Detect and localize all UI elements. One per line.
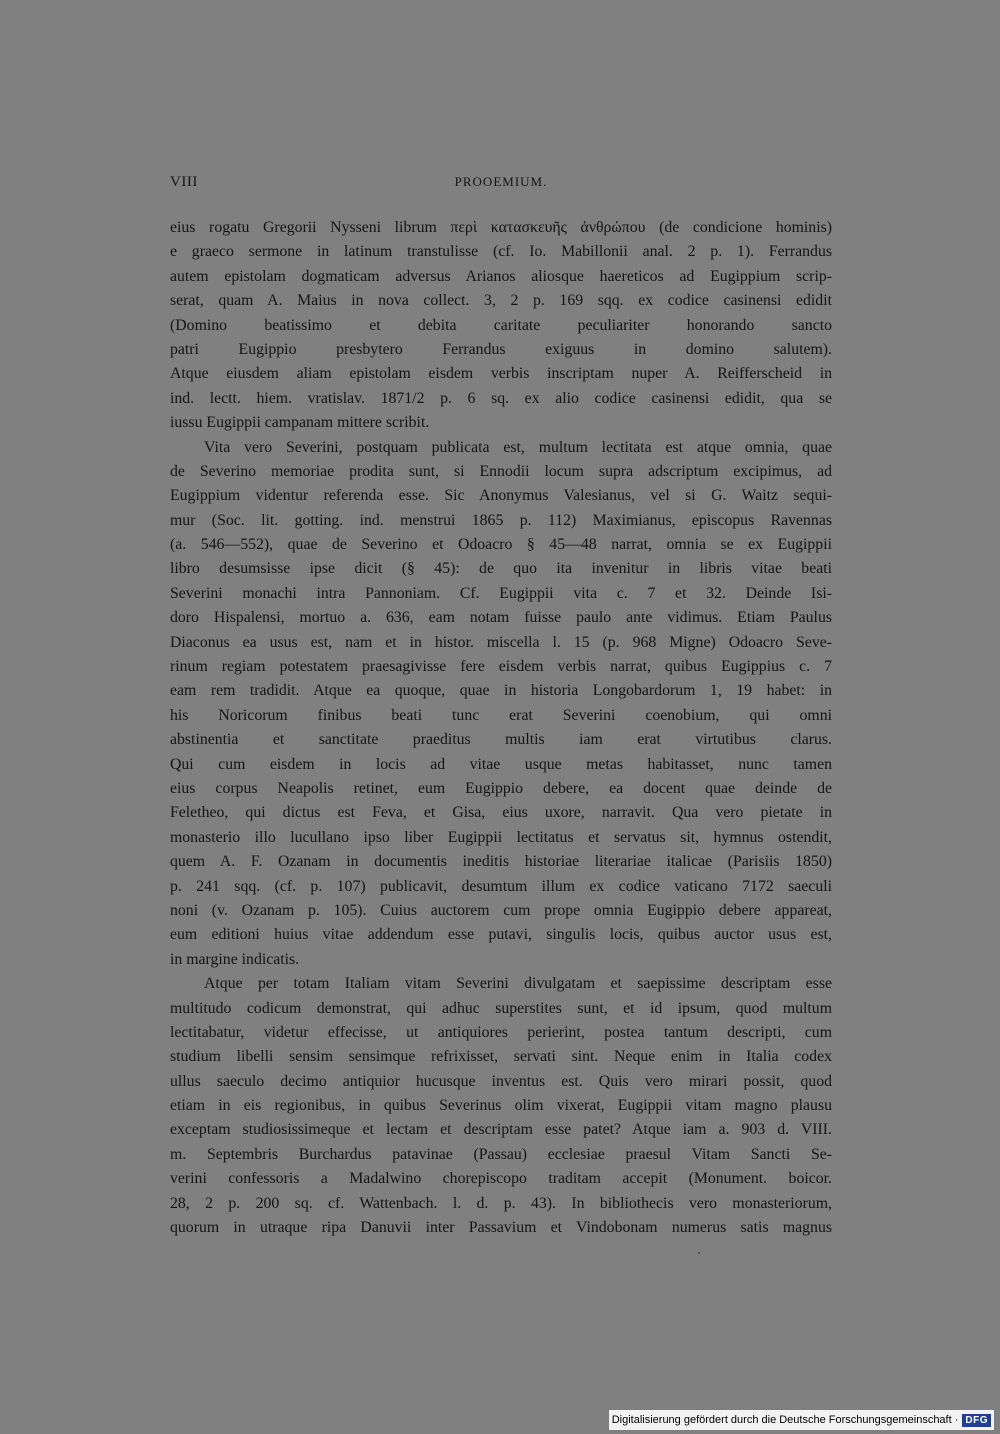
text-line: eam rem tradidit. Atque ea quoque, quae in historia Longobardorum 1, 19 habet: in bbox=[170, 682, 832, 700]
text-line: Atque eiusdem aliam epistolam eisdem verbis inscriptam nuper A. Reifferscheid in bbox=[170, 365, 832, 383]
text-line: etiam in eis regionibus, in quibus Severinus olim vixerat, Eugippii vitam magno plausu bbox=[170, 1097, 832, 1115]
text-line: abstinentia et sanctitate praeditus multis iam erat virtutibus clarus. bbox=[170, 731, 832, 749]
text-line: studium libelli sensim sensimque refrixisset, servati sint. Neque enim in Italia codex bbox=[170, 1048, 832, 1066]
text-line: patri Eugippio presbytero Ferrandus exiguus in domino salutem). bbox=[170, 340, 832, 358]
dfg-logo: DFG bbox=[962, 1414, 991, 1427]
footer-credit bbox=[609, 1410, 994, 1430]
body-text bbox=[170, 216, 832, 1240]
text-line: ullus saeculo decimo antiquior hucusque inventus est. Quis vero mirari possit, quod bbox=[170, 1072, 832, 1090]
text-line: mur (Soc. lit. gotting. ind. menstrui 1865 p. 112) Maximianus, episcopus Ravennas bbox=[170, 511, 832, 529]
text-line: verini confessoris a Madalwino chorepiscopo traditam accepit (Monument. boicor. bbox=[170, 1170, 832, 1188]
text-line: in margine indicatis. bbox=[170, 950, 300, 968]
text-line: doro Hispalensi, mortuo a. 636, eam notam fuisse paulo ante vidimus. Etiam Paulus bbox=[170, 609, 832, 627]
text-line: Feletheo, qui dictus est Feva, et Gisa, eius uxore, narravit. Qua vero pietate in bbox=[170, 804, 832, 822]
text-line: monasterio illo lucullano ipso liber Eugippii lectitatus et servatus sit, hymnus ostendit, bbox=[170, 828, 832, 846]
text-line: exceptam studiosissimeque et lectam et descriptam esse patet? Atque iam a. 903 d. VIII. bbox=[170, 1121, 832, 1139]
text-line: Eugippium videntur referenda esse. Sic Anonymus Valesianus, vel si G. Waitz sequi- bbox=[170, 487, 832, 505]
text-line: serat, quam A. Maius in nova collect. 3, 2 p. 169 sqq. ex codice casinensi edidit bbox=[170, 292, 832, 310]
text-line: (a. 546—552), quae de Severino et Odoacro § 45—48 narrat, omnia se ex Eugippii bbox=[170, 536, 832, 554]
text-line: lectitabatur, videtur effecisse, ut antiquiores perierint, postea tantum descripti, cum bbox=[170, 1023, 832, 1041]
text-line: (Domino beatissimo et debita caritate peculiariter honorando sancto bbox=[170, 316, 832, 334]
scan-speck bbox=[698, 1252, 700, 1254]
text-line: libro desumsisse ipse dicit (§ 45): de quo ita invenitur in libris vitae beati bbox=[170, 560, 832, 578]
text-line: his Noricorum finibus beati tunc erat Severini coenobium, qui omni bbox=[170, 706, 832, 724]
text-line: Qui cum eisdem in locis ad vitae usque metas habitasset, nunc tamen bbox=[170, 755, 832, 773]
text-line: iussu Eugippii campanam mittere scribit. bbox=[170, 414, 430, 432]
text-line: m. Septembris Burchardus patavinae (Passau) ecclesiae praesul Vitam Sancti Se- bbox=[170, 1145, 832, 1163]
text-line: de Severino memoriae prodita sunt, si Ennodii locum supra adscriptum excipimus, ad bbox=[170, 462, 832, 480]
text-line: autem epistolam dogmaticam adversus Arianos aliosque haereticos ad Eugippium scrip- bbox=[170, 267, 832, 285]
text-line: quem A. F. Ozanam in documentis ineditis historiae literariae italicae (Parisiis 1850) bbox=[170, 853, 832, 871]
running-title: PROOEMIUM. bbox=[454, 174, 548, 189]
text-line: eius corpus Neapolis retinet, eum Eugippio debere, ea docent quae deinde de bbox=[170, 779, 832, 797]
text-line: ind. lectt. hiem. vratislav. 1871/2 p. 6 sq. ex alio codice casinensi edidit, qua se bbox=[170, 389, 832, 407]
text-line: multitudo codicum demonstrat, qui adhuc superstites sunt, et id ipsum, quod multum bbox=[170, 999, 832, 1017]
page-header bbox=[170, 174, 832, 196]
text-line: noni (v. Ozanam p. 105). Cuius auctorem cum prope omnia Eugippio debere appareat, bbox=[170, 901, 832, 919]
text-line: e graeco sermone in latinum transtulisse (cf. Io. Mabillonii anal. 2 p. 1). Ferrandus bbox=[170, 243, 832, 261]
text-line: p. 241 sqq. (cf. p. 107) publicavit, desumtum illum ex codice vaticano 7172 saeculi bbox=[170, 877, 832, 895]
credit-text: Digitalisierung gefördert durch die Deutsche Forschungsgemeinschaft · bbox=[611, 1414, 959, 1426]
text-line: Atque per totam Italiam vitam Severini divulgatam et saepissime descriptam esse bbox=[204, 975, 832, 993]
text-line: 28, 2 p. 200 sq. cf. Wattenbach. l. d. p. 43). In bibliothecis vero monasteriorum, bbox=[170, 1194, 832, 1212]
text-line: eius rogatu Gregorii Nysseni librum περὶ κατασκευῆς ἀνθρώπου (de condicione hominis) bbox=[170, 219, 832, 236]
text-line: rinum regiam potestatem praesagivisse fere eisdem verbis narrat, quibus Eugippius c. 7 bbox=[170, 658, 832, 676]
text-line: Diaconus ea usus est, nam et in histor. miscella l. 15 (p. 968 Migne) Odoacro Seve- bbox=[170, 633, 832, 651]
page-number: VIII bbox=[170, 174, 198, 190]
text-line: eum editioni huius vitae addendum esse putavi, singulis locis, quibus auctor usus est, bbox=[170, 926, 832, 944]
text-line: quorum in utraque ripa Danuvii inter Passavium et Vindobonam numerus satis magnus bbox=[170, 1219, 832, 1237]
text-line: Vita vero Severini, postquam publicata est, multum lectitata est atque omnia, quae bbox=[204, 438, 832, 456]
text-line: Severini monachi intra Pannoniam. Cf. Eugippii vita c. 7 et 32. Deinde Isi- bbox=[170, 584, 832, 602]
